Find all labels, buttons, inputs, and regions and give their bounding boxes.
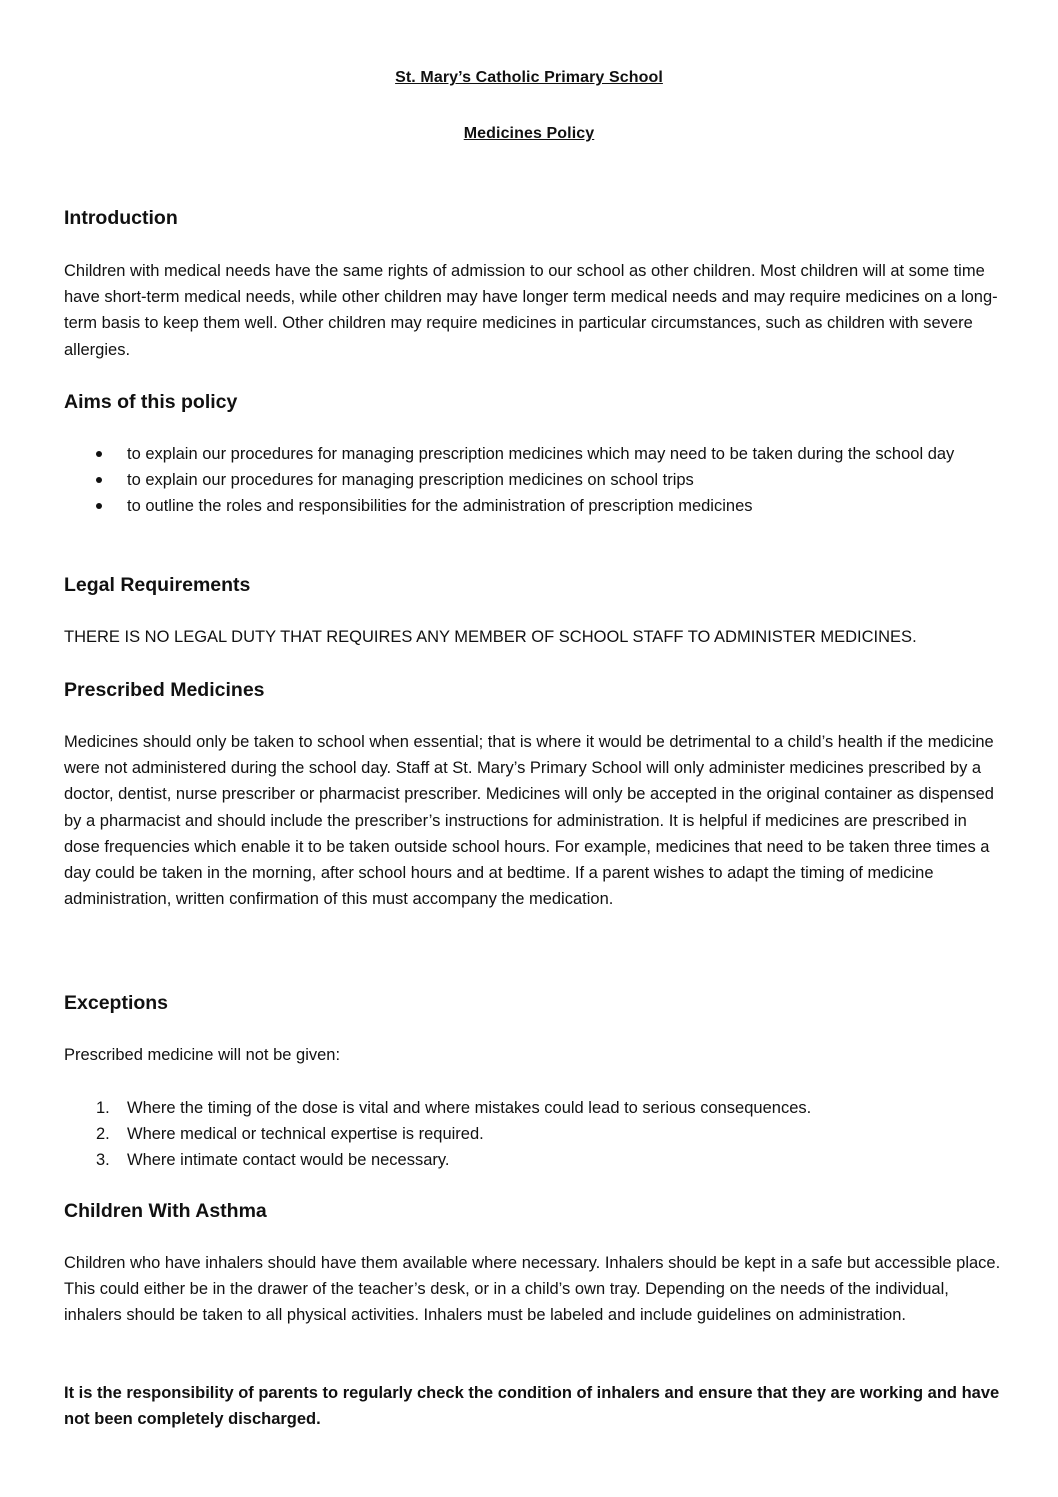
- prescribed-paragraph: Medicines should only be taken to school when essential; that is where it would be detrimental to a child’s health if the medicine were not administered during the school day. Staff at St. Mary’s Primary School will only administer medicines prescribed by a doctor, dentist, nurse prescriber or pharmacist prescriber. Medicines will only be accepted in the original container as dispensed by a pharmacist and should include the prescriber’s instructions for administration. It is helpful if medicines are prescribed in dose frequencies which enable it to be taken outside school hours. For example, medicines that need to be taken three times a day could be taken in the morning, after school hours and at bedtime. If a parent wishes to adapt the timing of medicine administration, written confirmation of this must accompany the medication.: [64, 733, 994, 909]
- asthma-heading: Children With Asthma: [64, 1200, 267, 1222]
- aims-list: [64, 441, 1004, 520]
- exceptions-list-item: [64, 1147, 1004, 1173]
- aims-item-text: to explain our procedures for managing prescription medicines which may need to be taken during the school day: [127, 445, 955, 463]
- bullet-icon: [96, 451, 102, 457]
- exceptions-list: [64, 1095, 1004, 1174]
- introduction-heading: Introduction: [64, 207, 178, 229]
- exceptions-list-item: [64, 1121, 1004, 1147]
- exception-text: Where intimate contact would be necessary.: [127, 1151, 450, 1170]
- legal-paragraph: THERE IS NO LEGAL DUTY THAT REQUIRES ANY MEMBER OF SCHOOL STAFF TO ADMINISTER MEDICINES.: [64, 628, 917, 646]
- aims-item-text: to explain our procedures for managing prescription medicines on school trips: [127, 471, 694, 490]
- exception-text: Where medical or technical expertise is required.: [127, 1125, 484, 1144]
- aims-item-text: to outline the roles and responsibilities for the administration of prescription medicines: [127, 497, 753, 516]
- introduction-paragraph: Children with medical needs have the same rights of admission to our school as other children. Most children will at some time have short-term medical needs, while other children may have longer term medical needs and may require medicines on a long-term basis to keep them well. Other children may require medicines in particular circumstances, such as children with severe allergies.: [64, 262, 998, 359]
- item-number: 1.: [96, 1099, 110, 1117]
- prescribed-heading: Prescribed Medicines: [64, 679, 265, 701]
- exceptions-heading: Exceptions: [64, 992, 169, 1014]
- asthma-responsibility-note: It is the responsibility of parents to regularly check the condition of inhalers and ensure that they are working and have not been completely discharged.: [64, 1384, 1000, 1429]
- item-number: 2.: [96, 1125, 110, 1144]
- exception-text: Where the timing of the dose is vital and where mistakes could lead to serious consequences.: [127, 1099, 812, 1117]
- bullet-icon: [96, 477, 102, 483]
- aims-list-item: [64, 441, 1004, 467]
- aims-list-item: [64, 493, 1004, 519]
- item-number: 3.: [96, 1151, 110, 1170]
- policy-title: Medicines Policy: [463, 125, 595, 142]
- aims-list-item: [64, 467, 1004, 493]
- asthma-paragraph: Children who have inhalers should have them available where necessary. Inhalers should be kept in a safe but accessible place. This could either be in the drawer of the teacher’s desk, or in a child’s own tray. Depending on the needs of the individual, inhalers should be taken to all physical activities. Inhalers must be labeled and include guidelines on administration.: [64, 1254, 1001, 1325]
- legal-heading: Legal Requirements: [64, 574, 251, 596]
- exceptions-intro: Prescribed medicine will not be given:: [64, 1046, 341, 1064]
- aims-heading: Aims of this policy: [64, 391, 238, 413]
- school-name: St. Mary’s Catholic Primary School: [395, 69, 663, 86]
- bullet-icon: [96, 503, 102, 509]
- exceptions-list-item: [64, 1095, 1004, 1121]
